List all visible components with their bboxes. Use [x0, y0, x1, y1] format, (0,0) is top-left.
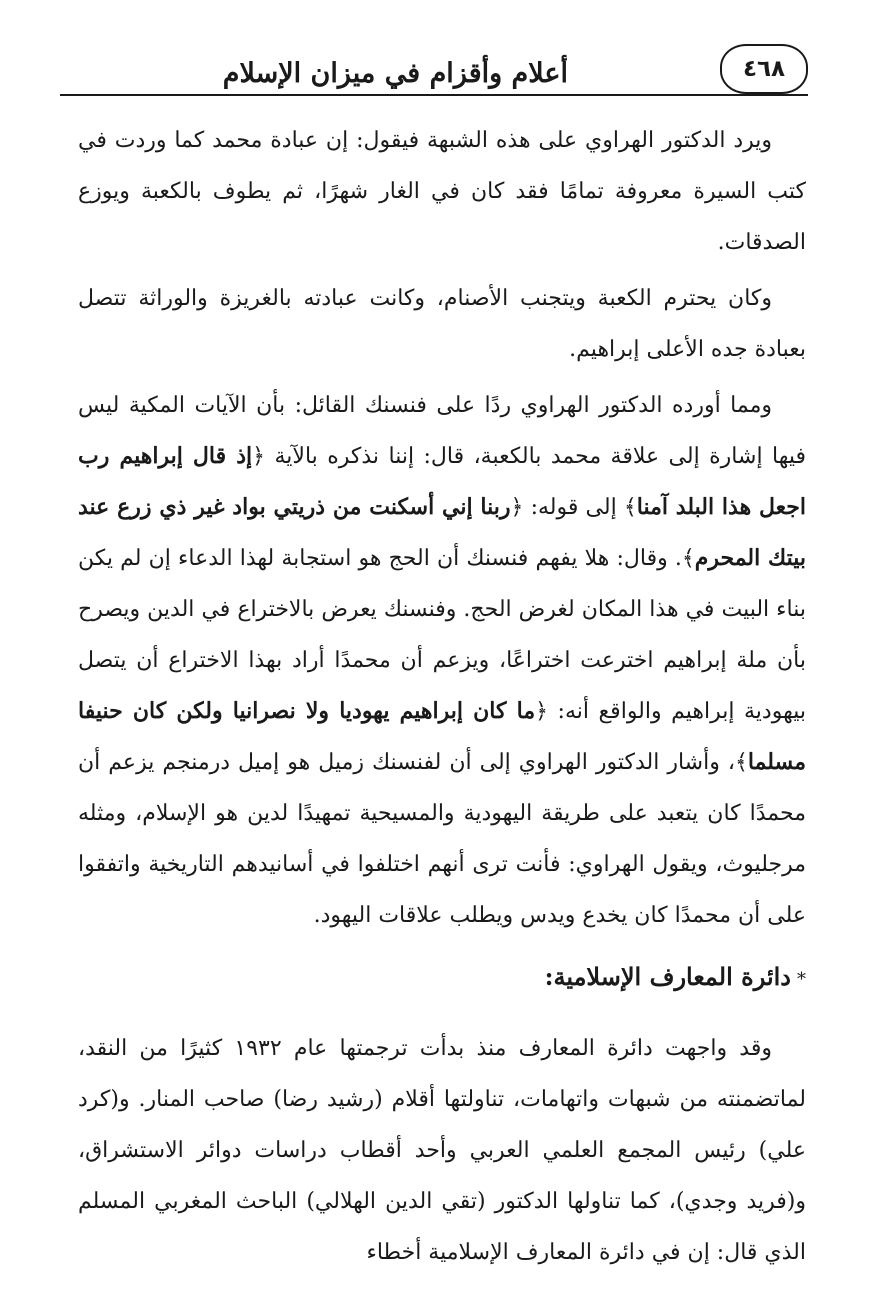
heading-star: * [797, 969, 806, 990]
page-header [60, 38, 808, 98]
book-title: أعلام وأقزام في ميزان الإسلام [222, 58, 568, 89]
paragraph-3-text-2: إلى قوله: [523, 495, 624, 520]
section-heading [78, 952, 806, 1005]
paragraph-2: وكان يحترم الكعبة ويتجنب الأصنام، وكانت عبادته بالغريزة والوراثة تتصل بعبادة جده الأعلى إبراهيم. [78, 286, 806, 362]
quran-bracket-close: ﴾ [623, 495, 637, 520]
paragraph-1: ويرد الدكتور الهراوي على هذه الشبهة فيقول: إن عبادة محمد كما وردت في كتب السيرة معروفة تمامًا فقد كان في الغار شهرًا، ثم يطوف بالكعبة ويوزع الصدقات. [78, 128, 806, 255]
paragraph-3-text-3: . وقال: هلا يفهم فنسنك أن الحج هو استجابة لهذا الدعاء إن لم يكن بناء البيت في هذا المكان لغرض الحج. وفنسنك يعرض بالاختراع في الدين ويصرح بأن ملة إبراهيم اخترعت اختراعًا، ويزعم أن محمدًا أراد بهذا الاختراع أن يتصل بيهودية إبراهيم والواقع أنه: [78, 546, 806, 724]
paragraph-3-text-4: ، وأشار الدكتور الهراوي إلى أن لفنسنك زميل هو إميل درمنجم يزعم أن محمدًا كان يتعبد على طريقة اليهودية والمسيحية تمهيدًا لدين هو الإسلام، ومثله مرجليوث، ويقول الهراوي: فأنت ترى أنهم اختلفوا في أسانيدهم التاريخية واتفقوا على أن محمدًا كان يخدع ويدس ويطلب علاقات اليهود. [78, 750, 806, 928]
paragraph-4: وقد واجهت دائرة المعارف منذ بدأت ترجمتها عام ١٩٣٢ كثيرًا من النقد، لماتضمنته من شبهات واتهامات، تناولتها أقلام (رشيد رضا) صاحب المنار. و(كرد علي) رئيس المجمع العلمي العربي وأحد أقطاب دراسات دوائر الاستشراق، و(فريد وجدي)، كما تناولها الدكتور (تقي الدين الهلالي) الباحث المغربي المسلم الذي قال: إن في دائرة المعارف الإسلامية أخطاء [78, 1036, 806, 1265]
paragraph-3 [78, 380, 806, 941]
quran-bracket-open: ﴿ [252, 444, 266, 469]
quran-quote-2: ربنا إني أسكنت من ذريتي بواد غير ذي زرع عند بيتك المحرم [78, 494, 806, 571]
page-number-frame [720, 44, 808, 94]
page-body [78, 115, 806, 1289]
page-number: ٤٦٨ [742, 56, 786, 82]
quran-quote-1: إذ قال إبراهيم رب اجعل هذا البلد آمنا [78, 443, 806, 520]
paragraph-3-text-1: ومما أورده الدكتور الهراوي ردًا على فنسنك القائل: بأن الآيات المكية ليس فيها إشارة إلى علاقة محمد بالكعبة، قال: إننا نذكره بالآية [78, 393, 806, 469]
quran-bracket-close: ﴾ [734, 750, 748, 775]
quran-bracket-close: ﴾ [681, 546, 695, 571]
quran-bracket-open: ﴿ [510, 495, 524, 520]
quran-quote-3: ما كان إبراهيم يهوديا ولا نصرانيا ولكن كان حنيفا مسلما [78, 698, 806, 775]
quran-bracket-open: ﴿ [535, 699, 549, 724]
section-heading-text: دائرة المعارف الإسلامية: [544, 962, 791, 991]
header-rule [60, 94, 808, 96]
